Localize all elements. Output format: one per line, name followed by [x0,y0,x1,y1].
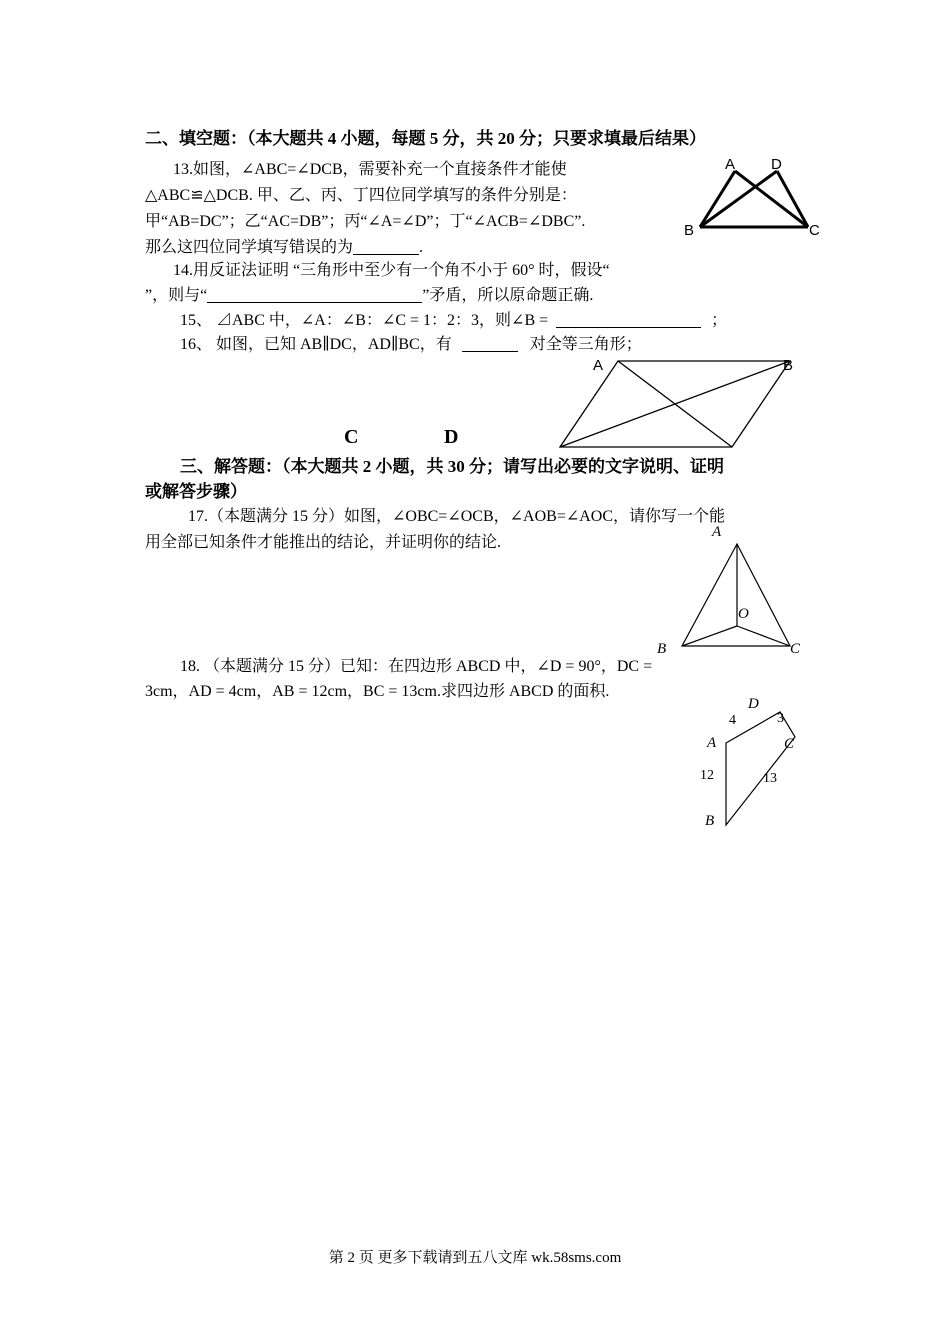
q16-figure [555,355,805,455]
q14-line2 [145,282,593,305]
q17-label-c: C [790,641,801,657]
q16-label-a: A [593,357,604,374]
q18-figure [695,690,815,840]
q13-segment-db [700,171,777,227]
section3-heading-line1: 三、解答题：（本大题共 2 小题，共 30 分；请写出必要的文字说明、证明 [180,457,724,476]
q17-figure [650,520,820,660]
q18-length-ab: 12 [700,768,714,783]
q18-label-a: A [707,735,717,751]
q17-label-b: B [657,641,667,657]
q18-label-b: B [705,813,715,829]
q13-label-a: A [725,156,736,173]
q17-segment-ob [682,626,737,646]
q15-line [180,307,727,330]
q17-label-o: O [738,606,749,622]
q18-label-d: D [748,696,759,712]
q16-label-b: B [783,357,794,374]
q15-end: ； [711,312,728,329]
q13-segment-ab [700,171,735,227]
q16-line [180,331,642,354]
q14-line2-end: ”矛盾，所以原命题正确. [422,287,594,304]
q13-label-d: D [771,156,782,173]
q16-label-d: D [444,426,459,448]
q18-length-ad: 4 [729,713,736,728]
q18-label-c: C [784,736,795,752]
q13-figure [680,155,825,240]
q13-line3: 甲“AB=DC”；乙“AC=DB”；丙“∠A=∠D”；丁“∠ACB=∠DBC”. [145,213,586,230]
page-footer: 第 2 页 更多下载请到五八文库 wk.58sms.com [328,1250,622,1266]
q13-line4 [145,234,423,257]
q15-answer-blank[interactable] [556,311,701,328]
q17-line2: 用全部已知条件才能推出的结论，并证明你的结论. [145,534,502,551]
section2-heading: 二、填空题：（本大题共 4 小题，每题 5 分，共 20 分；只要求填最后结果） [145,129,706,148]
q18-length-dc: 3 [777,711,784,726]
section3-heading-line2: 或解答步骤） [145,482,247,501]
q17-triangle [682,544,790,646]
q18-length-bc: 13 [763,771,777,786]
q15-text: 15、 ⊿ABC 中，∠A：∠B：∠C = 1：2：3，则∠B = [180,312,549,329]
q17-line1: 17.（本题满分 15 分）如图，∠OBC=∠OCB，∠AOB=∠AOC，请你写一个能 [188,508,726,525]
q13-segment-dc [777,171,808,227]
q17-segment-oc [737,626,790,646]
q16-label-c: C [344,426,359,448]
q16-answer-blank[interactable] [462,335,518,352]
q14-line2-start: ”，则与“ [145,287,208,304]
q14-answer-blank[interactable] [207,286,422,303]
q13-answer-blank[interactable] [353,238,419,255]
q17-label-a: A [712,524,722,540]
q13-label-b: B [684,222,695,239]
q16-text-end: 对全等三角形； [529,336,642,353]
q13-line2: △ABC≌△DCB. 甲、乙、丙、丁四位同学填写的条件分别是： [145,187,577,204]
q18-quadrilateral [726,712,795,825]
q16-text-start: 16、 如图，已知 AB∥DC，AD∥BC，有 [180,336,452,353]
q18-line2: 3cm，AD = 4cm，AB = 12cm，BC = 13cm.求四边形 ABCD 的面积. [145,683,610,700]
q13-line1: 13.如图，∠ABC=∠DCB，需要补充一个直接条件才能使 [173,161,567,178]
q13-line4-text: 那么这四位同学填写错误的为 [145,239,354,256]
q14-line1: 14.用反证法证明 “三角形中至少有一个角不小于 60° 时，假设“ [173,262,610,279]
q13-label-c: C [809,222,820,239]
q18-line1: 18. （本题满分 15 分）已知：在四边形 ABCD 中，∠D = 90°，DC = [180,658,653,675]
q13-segment-ac [735,171,808,227]
q13-line4-end: . [419,239,424,256]
